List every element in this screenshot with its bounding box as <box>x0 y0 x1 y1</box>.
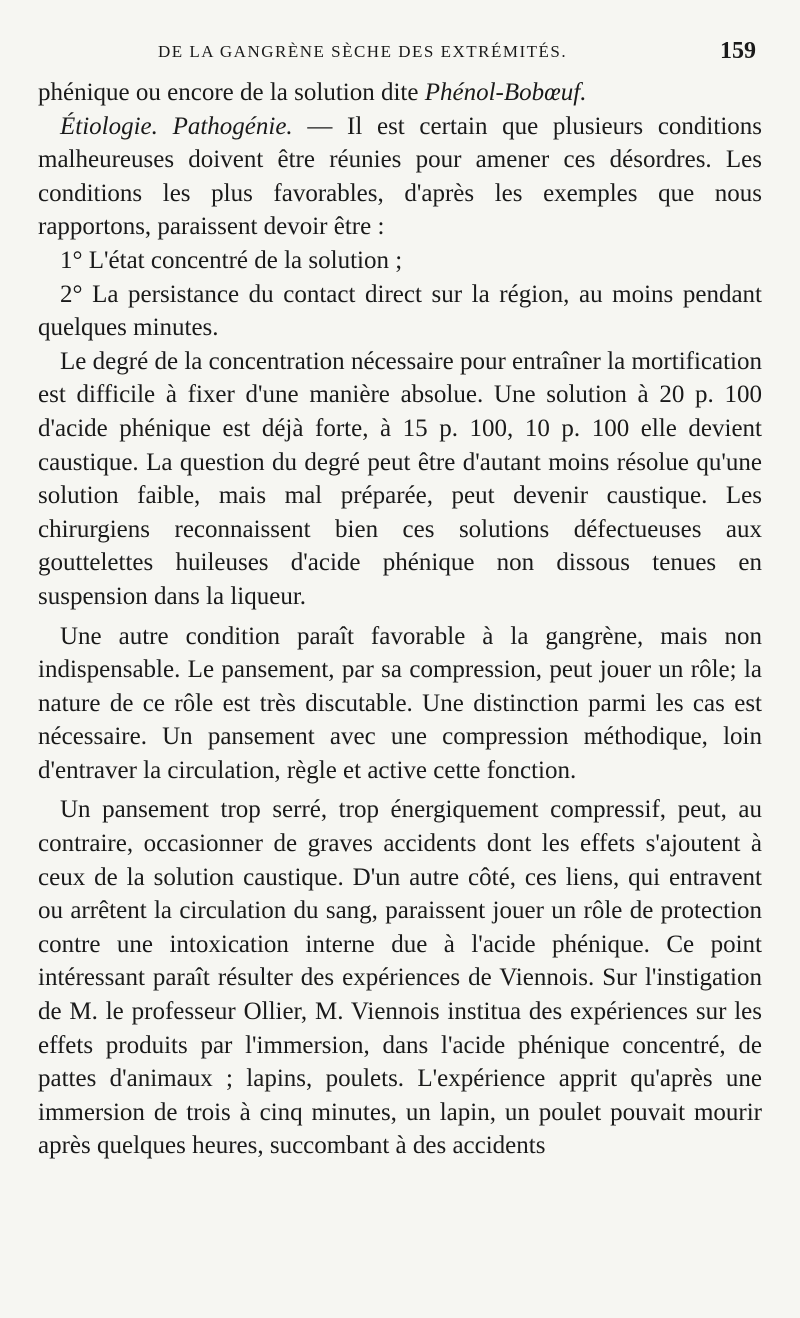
paragraph-continuation <box>38 76 762 110</box>
running-head <box>38 36 762 70</box>
etiologie-text: — Il est certain que plusieurs conditions malheureuses doivent être réunies pour amener ces désordres. Les conditions les plus favorables, d'après les exemples que nous rapportons, paraissent devoir être : <box>38 112 762 241</box>
paragraph-pansement: Une autre condition paraît favorable à la gangrène, mais non indispensable. Le pansement, par sa compression, peut jouer un rôle; la nature de ce rôle est très discutable. Une distinction parmi les cas est nécessaire. Un pansement avec une compression méthodique, loin d'entraver la circulation, règle et active cette fonction. <box>38 622 762 784</box>
running-title: DE LA GANGRÈNE SÈCHE DES EXTRÉMITÉS. <box>158 42 568 61</box>
body-text <box>38 76 762 1163</box>
continuation-text: phénique ou encore de la solution dite <box>38 79 425 106</box>
page-number: 159 <box>720 38 756 64</box>
paragraph-condition-2: 2° La persistance du contact direct sur la région, au moins pendant quelques minutes. <box>38 280 762 342</box>
phenol-boboeuf-italic: Phénol-Bobœuf. <box>424 79 587 106</box>
paragraph-etiologie <box>38 110 762 244</box>
paragraph-concentration: Le degré de la concentration nécessaire pour entraîner la mortification est difficile à fixer d'une manière absolue. Une solution à 20 p. 100 d'acide phénique est déjà forte, à 15 p. 100, 10 p. 100 elle devient caustique. La question du degré peut être d'autant moins résolue qu'une solution faible, mais mal préparée, peut devenir caustique. Les chirurgiens reconnaissent bien ces solutions défectueuses aux gouttelettes huileuses d'acide phénique non dissous tenues en suspension dans la liqueur. <box>38 347 762 610</box>
section-heading-italic: Étiologie. Pathogénie. <box>60 112 293 140</box>
paragraph-condition-1: 1° L'état concentré de la solution ; <box>60 246 403 274</box>
paragraph-pansement-serre: Un pansement trop serré, trop énergiquement compressif, peut, au contraire, occasionner de graves accidents dont les effets s'ajoutent à ceux de la solution caustique. D'un autre côté, ces liens, qui entravent ou arrêtent la circulation du sang, paraissent jouer un rôle de protection contre une intoxication interne due à l'acide phénique. Ce point intéressant paraît résulter des expériences de Viennois. Sur l'instigation de M. le professeur Ollier, M. Viennois institua des expériences sur les effets produits par l'immersion, dans l'acide phénique concentré, de pattes d'animaux ; lapins, poulets. L'expérience apprit qu'après une immersion de trois à cinq minutes, un lapin, un poulet pouvait mourir après quelques heures, succombant à des accidents <box>38 796 762 1160</box>
